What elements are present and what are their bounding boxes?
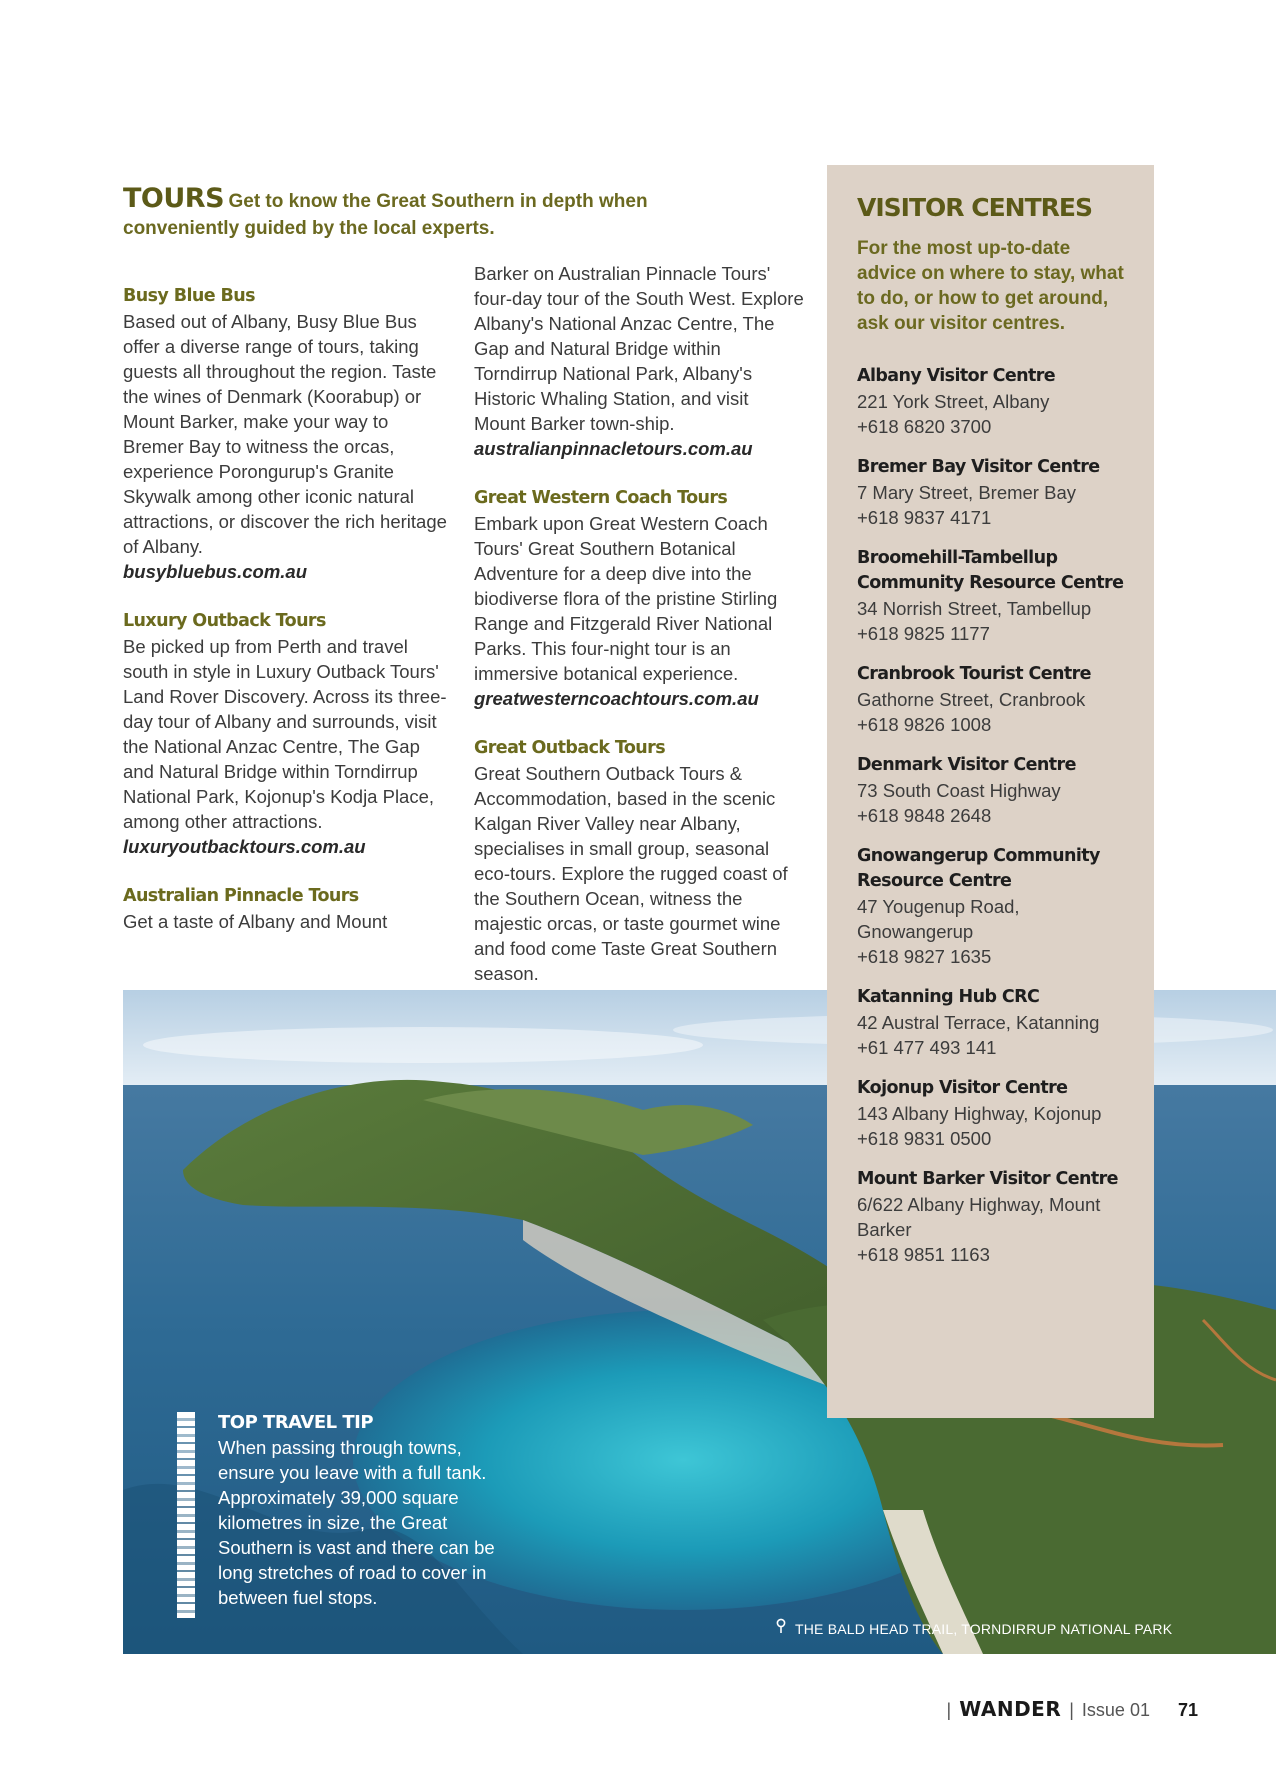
footer-separator: | [1069,1700,1074,1720]
tour-title: Great Outback Tours [474,738,666,758]
tour-australian-pinnacle-tours [123,884,448,934]
visitor-centre-name: Katanning Hub CRC [857,987,1040,1007]
tip-decorative-bar [177,1412,195,1618]
visitor-centre-phone[interactable]: +618 9831 0500 [857,1128,992,1149]
tour-busy-blue-bus [123,284,448,584]
tour-description: Great Southern Outback Tours & Accommodation, based in the scenic Kalgan River Valley near Albany, specialises in small group, seasonal eco-tours. Explore the rugged coast of the Southern Ocean, witness the majestic orcas, or taste gourmet wine and food come Taste Great Southern season. [474,763,788,984]
tour-description: Barker on Australian Pinnacle Tours' four-day tour of the South West. Explore Albany's National Anzac Centre, The Gap and Natural Bridge within Torndirrup National Park, Albany's Historic Whaling Station, and visit Mount Barker town-ship. [474,263,804,434]
tours-column-2 [474,261,804,1036]
visitor-centres-intro: For the most up-to-date advice on where to stay, what to do, or how to get around, ask our visitor centres. [857,238,1124,334]
tours-intro: Get to know the Great Southern in depth when conveniently guided by the local experts. [123,191,648,239]
tour-great-western-coach-tours [474,486,804,711]
visitor-centre-entry [857,546,1128,646]
visitor-centre-entry [857,844,1128,969]
visitor-centre-entry [857,985,1128,1060]
visitor-centre-address: 42 Austral Terrace, Katanning [857,1012,1100,1033]
tour-luxury-outback-tours [123,609,448,859]
visitor-centre-name: Denmark Visitor Centre [857,755,1076,775]
visitor-centre-entry [857,1167,1128,1267]
tip-body: When passing through towns, ensure you leave with a full tank. Approximately 39,000 square kilometres in size, the Great Southern is vast and there can be long stretches of road to cover in between fuel stops. [218,1437,495,1608]
top-travel-tip [180,1410,510,1610]
photo-caption-text: THE BALD HEAD TRAIL, TORNDIRRUP NATIONAL PARK [795,1621,1173,1637]
visitor-centre-address: 73 South Coast Highway [857,780,1061,801]
visitor-centre-phone[interactable]: +618 9827 1635 [857,946,992,967]
visitor-centre-entry [857,455,1128,530]
visitor-centre-phone[interactable]: +618 9825 1177 [857,623,990,644]
tour-title: Busy Blue Bus [123,286,255,306]
tour-website-link[interactable]: greatwesterncoachtours.com.au [474,688,759,709]
tour-great-outback-tours [474,736,804,1011]
visitor-centre-address: 7 Mary Street, Bremer Bay [857,482,1076,503]
visitor-centre-name: Kojonup Visitor Centre [857,1078,1068,1098]
visitor-centre-name: Albany Visitor Centre [857,366,1056,386]
visitor-centre-entry [857,753,1128,828]
tour-description: Get a taste of Albany and Mount [123,911,388,932]
footer-separator: | [946,1700,952,1720]
tour-website-link[interactable]: busybluebus.com.au [123,561,308,582]
tour-australian-pinnacle-tours-cont [474,261,804,461]
visitor-centres-heading: VISITOR CENTRES [857,193,1092,222]
tour-title: Great Western Coach Tours [474,488,728,508]
page-number: 71 [1177,1700,1198,1720]
tour-website-link[interactable]: luxuryoutbacktours.com.au [123,836,366,857]
tip-title: TOP TRAVEL TIP [218,1412,374,1433]
tour-title: Luxury Outback Tours [123,611,326,631]
visitor-centre-entry [857,662,1128,737]
tours-heading: TOURS [123,183,225,214]
visitor-centre-name: Cranbrook Tourist Centre [857,664,1091,684]
tour-description: Embark upon Great Western Coach Tours' Great Southern Botanical Adventure for a deep dive into the biodiverse flora of the pristine Stirling Range and Fitzgerald River National Parks. This four-night tour is an immersive botanical experience. [474,513,778,684]
visitor-centre-name: Bremer Bay Visitor Centre [857,457,1100,477]
visitor-centre-phone[interactable]: +61 477 493 141 [857,1037,997,1058]
visitor-centre-address: 6/622 Albany Highway, Mount Barker [857,1194,1101,1240]
visitor-centres-panel [827,165,1154,1418]
photo-caption [775,1618,1172,1637]
visitor-centre-address: 47 Yougenup Road, Gnowangerup [857,896,1020,942]
magazine-name: WANDER [959,1697,1062,1721]
visitor-centre-address: 221 York Street, Albany [857,391,1050,412]
visitor-centre-entry [857,1076,1128,1151]
visitor-centre-address: 34 Norrish Street, Tambellup [857,598,1092,619]
page-footer [939,1697,1199,1721]
tour-title: Australian Pinnacle Tours [123,886,359,906]
tour-website-link[interactable]: australianpinnacletours.com.au [474,438,753,459]
visitor-centre-phone[interactable]: +618 9848 2648 [857,805,992,826]
visitor-centre-name: Mount Barker Visitor Centre [857,1169,1118,1189]
tour-description: Based out of Albany, Busy Blue Bus offer a diverse range of tours, taking guests all throughout the region. Taste the wines of Denmark (Koorabup) or Mount Barker, make your way to Bremer Bay to witness the orcas, experience Porongurup's Granite Skywalk among other iconic natural attractions, or discover the rich heritage of Albany. [123,311,447,557]
tours-column-1 [123,284,448,959]
location-pin-icon [775,1618,789,1637]
visitor-centre-address: Gathorne Street, Cranbrook [857,689,1086,710]
visitor-centre-phone[interactable]: +618 9851 1163 [857,1244,990,1265]
visitor-centre-address: 143 Albany Highway, Kojonup [857,1103,1102,1124]
tours-heading-block [123,183,723,243]
visitor-centre-phone[interactable]: +618 9837 4171 [857,507,992,528]
visitor-centre-phone[interactable]: +618 6820 3700 [857,416,992,437]
tour-description: Be picked up from Perth and travel south in style in Luxury Outback Tours' Land Rover Discovery. Across its three-day tour of Albany and surrounds, visit the National Anzac Centre, The Gap and Natural Bridge within Torndirrup National Park, Kojonup's Kodja Place, among other attractions. [123,636,447,832]
visitor-centre-entry [857,364,1128,439]
visitor-centre-name: Gnowangerup Community Resource Centre [857,846,1100,891]
visitor-centre-phone[interactable]: +618 9826 1008 [857,714,992,735]
visitor-centre-name: Broomehill-Tambellup Community Resource Centre [857,548,1124,593]
issue-label: Issue 01 [1081,1700,1150,1720]
